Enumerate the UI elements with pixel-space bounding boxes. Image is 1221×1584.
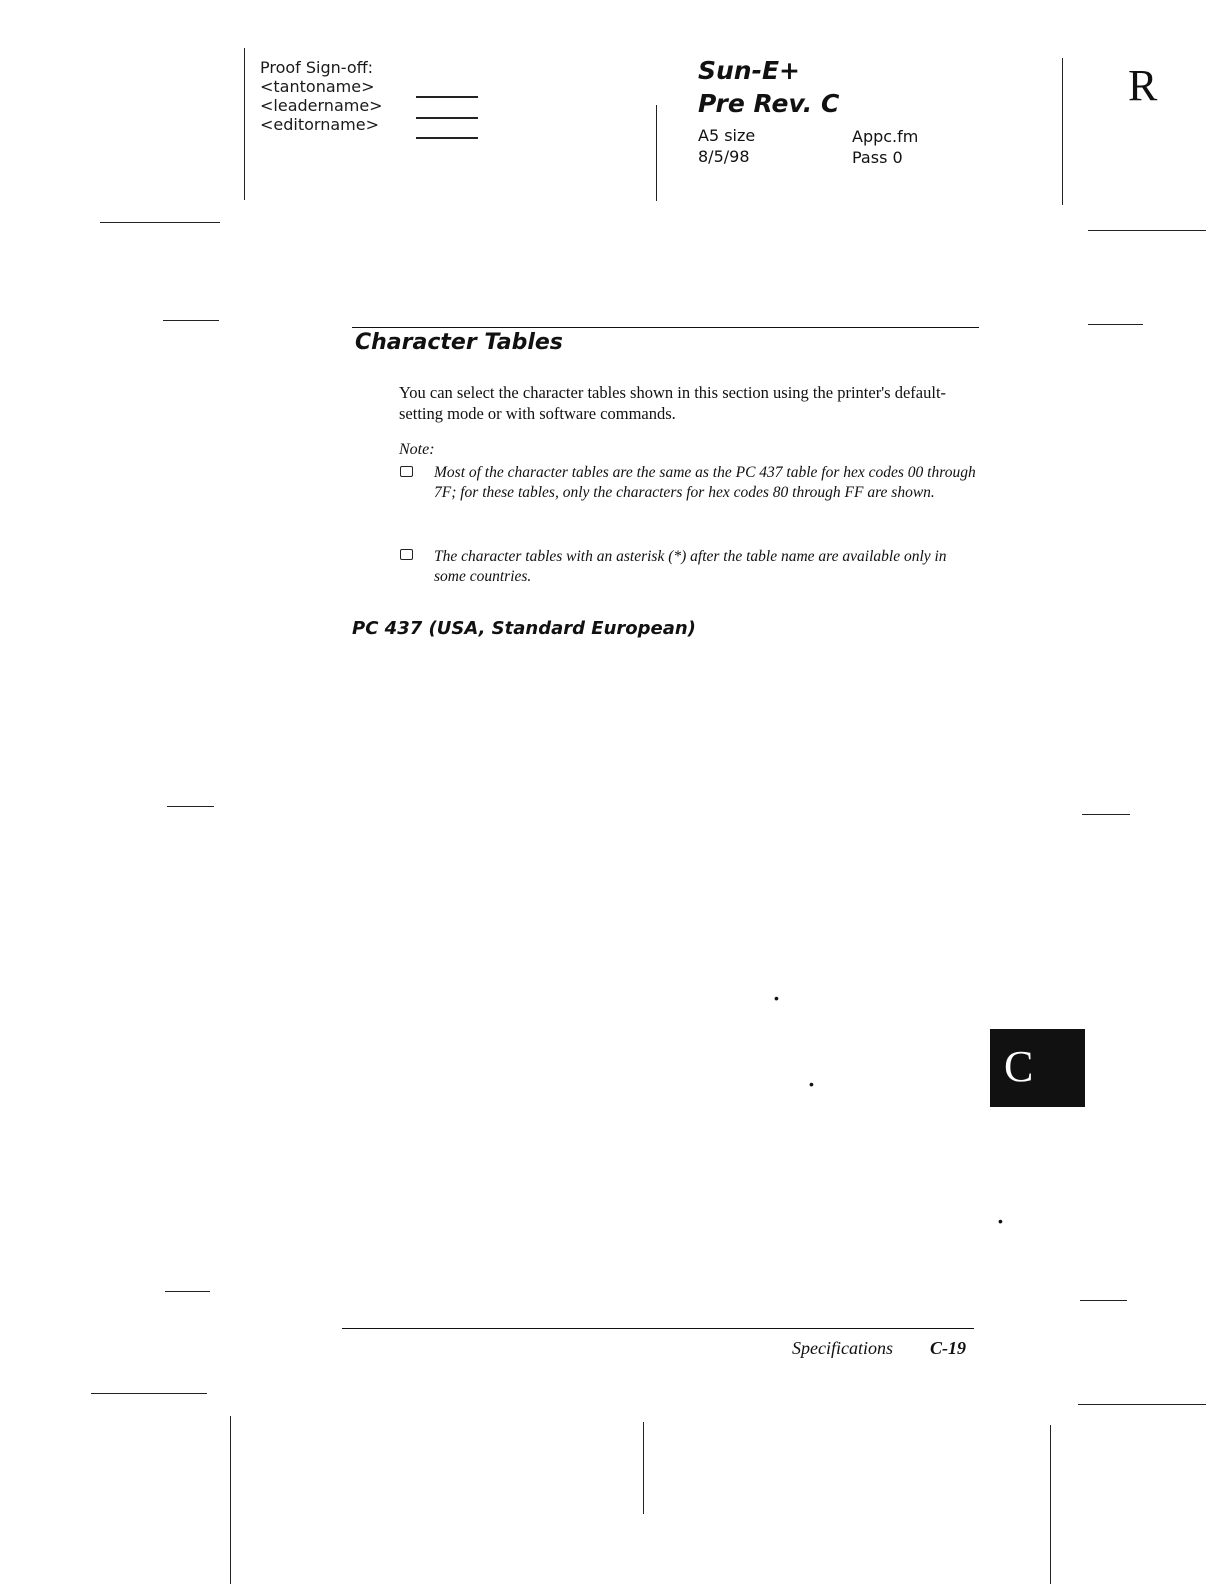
- intro-paragraph: You can select the character tables shown in this section using the printer's default-setting mode or with software commands.: [399, 383, 947, 423]
- footer-page-number: C-19: [930, 1338, 966, 1358]
- note-label: Note:: [399, 441, 435, 458]
- crop-mark: [1050, 1425, 1051, 1584]
- crop-mark: [1078, 1404, 1206, 1405]
- tanto-name: <tantoname>: [260, 77, 375, 96]
- signature-line: [416, 137, 478, 139]
- note-item: Most of the character tables are the same as the PC 437 table for hex codes 00 through 7F; for these tables, only the characters for hex codes 80 through FF are shown.: [434, 464, 976, 501]
- crop-mark: [1088, 230, 1206, 231]
- signature-line: [416, 117, 478, 119]
- crop-mark: [643, 1422, 644, 1514]
- crop-mark: [165, 1291, 210, 1292]
- editor-name: <editorname>: [260, 115, 379, 134]
- crop-mark: [91, 1393, 207, 1394]
- page-size: A5 size: [698, 126, 756, 145]
- footer-chapter: Specifications: [792, 1338, 893, 1358]
- doc-revision: Pre Rev. C: [698, 89, 840, 118]
- footer-rule: [342, 1328, 974, 1329]
- crop-mark: [230, 1416, 231, 1584]
- crop-mark: [100, 222, 220, 223]
- pass-number: Pass 0: [852, 148, 903, 167]
- speck: •: [809, 1076, 814, 1092]
- chapter-tab: [990, 1029, 1085, 1107]
- proof-frame-line: [244, 48, 245, 200]
- header-divider-line: [656, 105, 657, 201]
- note-item: The character tables with an asterisk (*) after the table name are available only in some countries.: [434, 548, 947, 585]
- crop-mark: [1088, 324, 1143, 325]
- doc-title: Sun-E+: [698, 56, 801, 85]
- proof-signoff-label: Proof Sign-off:: [260, 58, 374, 77]
- leader-name: <leadername>: [260, 96, 383, 115]
- date: 8/5/98: [698, 147, 750, 166]
- crop-mark: [1082, 814, 1130, 815]
- signature-line: [416, 96, 478, 98]
- table-subheading: PC 437 (USA, Standard European): [352, 618, 696, 639]
- proof-signoff-block: [260, 58, 383, 134]
- chapter-tab-letter: C: [1004, 1042, 1034, 1091]
- header-right-line: [1062, 58, 1063, 205]
- checkbox-bullet-icon: [400, 466, 413, 477]
- registration-mark: R: [1128, 61, 1158, 110]
- speck: •: [998, 1213, 1003, 1229]
- section-rule: [352, 327, 979, 328]
- section-heading: Character Tables: [355, 330, 563, 355]
- crop-mark: [167, 806, 214, 807]
- crop-mark: [1080, 1300, 1127, 1301]
- speck: •: [774, 990, 779, 1006]
- file-name: Appc.fm: [852, 127, 919, 146]
- crop-mark: [163, 320, 219, 321]
- checkbox-bullet-icon: [400, 549, 413, 560]
